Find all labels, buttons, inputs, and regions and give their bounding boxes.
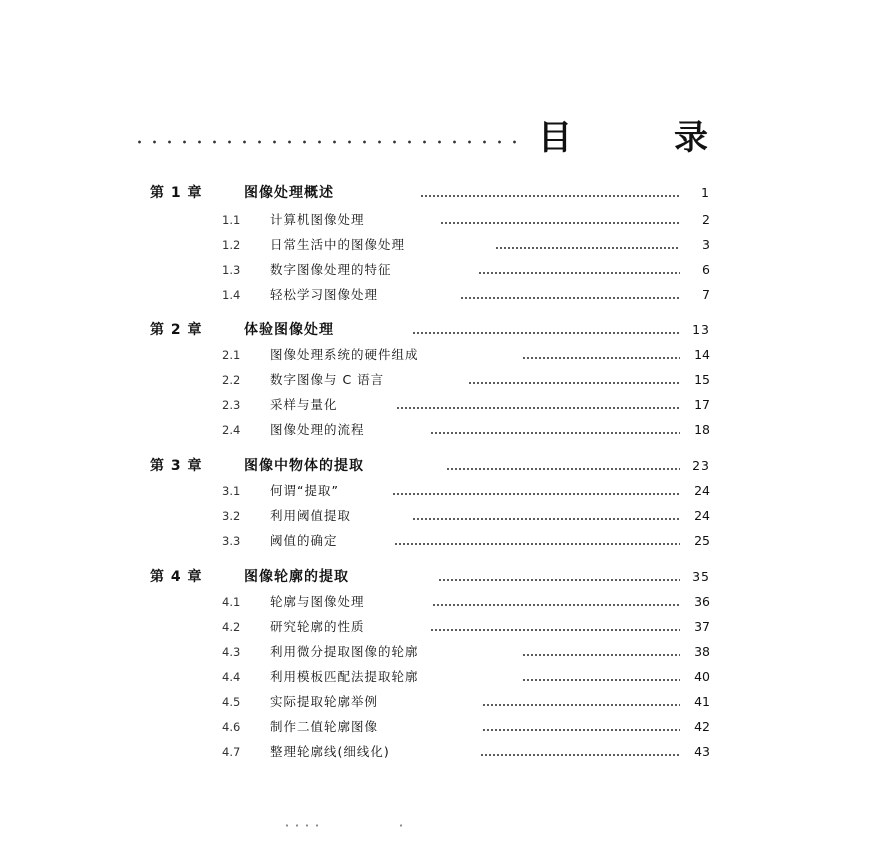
section-number: 3.2 bbox=[222, 509, 241, 523]
title-char-lu: 录 bbox=[674, 118, 708, 158]
dot-leader bbox=[412, 332, 680, 334]
chapter-entry[interactable] bbox=[150, 320, 710, 340]
page-number: 36 bbox=[694, 594, 710, 609]
section-title: 图像处理的流程 bbox=[270, 422, 365, 437]
page-number: 1 bbox=[701, 185, 710, 200]
section-entry[interactable] bbox=[150, 617, 710, 637]
section-number: 2.4 bbox=[222, 423, 241, 437]
section-number: 4.3 bbox=[222, 645, 241, 659]
page-number: 15 bbox=[694, 372, 710, 387]
section-title: 计算机图像处理 bbox=[270, 212, 365, 227]
page-number: 35 bbox=[692, 569, 710, 584]
section-number: 2.2 bbox=[222, 373, 241, 387]
dot-leader bbox=[468, 382, 680, 384]
chapter-number: 第 4 章 bbox=[150, 569, 203, 585]
section-entry[interactable] bbox=[150, 642, 710, 662]
dot-leader bbox=[522, 654, 680, 656]
page-number: 7 bbox=[702, 287, 710, 302]
chapter-number: 第 1 章 bbox=[150, 185, 203, 201]
section-title: 轮廓与图像处理 bbox=[270, 594, 365, 609]
chapter-title: 图像中物体的提取 bbox=[244, 458, 364, 474]
page-number: 41 bbox=[694, 694, 710, 709]
dot-leader bbox=[482, 704, 680, 706]
section-number: 3.3 bbox=[222, 534, 241, 548]
section-entry[interactable] bbox=[150, 667, 710, 687]
chapter-number: 第 2 章 bbox=[150, 322, 203, 338]
dot-leader bbox=[460, 297, 680, 299]
dot-leader bbox=[522, 357, 680, 359]
footer-specks bbox=[282, 824, 318, 827]
section-title: 采样与量化 bbox=[270, 397, 338, 412]
page-number: 37 bbox=[694, 619, 710, 634]
section-entry[interactable] bbox=[150, 345, 710, 365]
page-number: 17 bbox=[694, 397, 710, 412]
dot-leader bbox=[440, 222, 680, 224]
section-number: 4.2 bbox=[222, 620, 241, 634]
chapter-title: 体验图像处理 bbox=[244, 322, 334, 338]
section-number: 3.1 bbox=[222, 484, 241, 498]
dot-leader bbox=[432, 604, 680, 606]
section-title: 利用模板匹配法提取轮廓 bbox=[270, 669, 419, 684]
chapter-entry[interactable] bbox=[150, 567, 710, 587]
section-title: 轻松学习图像处理 bbox=[270, 287, 379, 302]
footer-speck bbox=[396, 824, 404, 827]
section-number: 2.3 bbox=[222, 398, 241, 412]
section-entry[interactable] bbox=[150, 692, 710, 712]
page-number: 3 bbox=[702, 237, 710, 252]
dot-leader bbox=[495, 247, 680, 249]
section-number: 4.1 bbox=[222, 595, 241, 609]
dot-leader bbox=[420, 195, 680, 197]
chapter-title: 图像轮廓的提取 bbox=[244, 569, 349, 585]
section-number: 1.3 bbox=[222, 263, 241, 277]
section-title: 研究轮廓的性质 bbox=[270, 619, 365, 634]
section-entry[interactable] bbox=[150, 370, 710, 390]
section-number: 4.5 bbox=[222, 695, 241, 709]
page-number: 18 bbox=[694, 422, 710, 437]
chapter-entry[interactable] bbox=[150, 456, 710, 476]
dot-leader bbox=[446, 468, 680, 470]
dot-leader bbox=[394, 543, 680, 545]
section-entry[interactable] bbox=[150, 395, 710, 415]
section-number: 4.4 bbox=[222, 670, 241, 684]
section-entry[interactable] bbox=[150, 717, 710, 737]
page-number: 14 bbox=[694, 347, 710, 362]
section-entry[interactable] bbox=[150, 531, 710, 551]
section-number: 1.2 bbox=[222, 238, 241, 252]
section-number: 4.7 bbox=[222, 745, 241, 759]
section-number: 1.4 bbox=[222, 288, 241, 302]
page-number: 6 bbox=[702, 262, 710, 277]
section-number: 2.1 bbox=[222, 348, 241, 362]
page-number: 43 bbox=[694, 744, 710, 759]
section-number: 4.6 bbox=[222, 720, 241, 734]
section-entry[interactable] bbox=[150, 260, 710, 280]
title-dot-leader bbox=[132, 140, 528, 144]
section-title: 数字图像处理的特征 bbox=[270, 262, 392, 277]
page-number: 13 bbox=[692, 322, 710, 337]
page-number: 38 bbox=[694, 644, 710, 659]
section-title: 整理轮廓线(细线化) bbox=[270, 744, 390, 759]
dot-leader bbox=[392, 493, 680, 495]
dot-leader bbox=[522, 679, 680, 681]
dot-leader bbox=[430, 432, 680, 434]
dot-leader bbox=[480, 754, 680, 756]
page-number: 40 bbox=[694, 669, 710, 684]
dot-leader bbox=[430, 629, 680, 631]
dot-leader bbox=[482, 729, 680, 731]
dot-leader bbox=[396, 407, 680, 409]
page-number: 42 bbox=[694, 719, 710, 734]
section-entry[interactable] bbox=[150, 420, 710, 440]
section-title: 实际提取轮廓举例 bbox=[270, 694, 379, 709]
section-title: 利用微分提取图像的轮廓 bbox=[270, 644, 419, 659]
page-number: 24 bbox=[694, 483, 710, 498]
section-entry[interactable] bbox=[150, 481, 710, 501]
page-number: 24 bbox=[694, 508, 710, 523]
dot-leader bbox=[438, 579, 680, 581]
dot-leader bbox=[412, 518, 680, 520]
page-number: 2 bbox=[702, 212, 710, 227]
section-title: 图像处理系统的硬件组成 bbox=[270, 347, 419, 362]
section-entry[interactable] bbox=[150, 742, 710, 762]
section-entry[interactable] bbox=[150, 592, 710, 612]
section-title: 阈值的确定 bbox=[270, 533, 338, 548]
dot-leader bbox=[478, 272, 680, 274]
section-title: 利用阈值提取 bbox=[270, 508, 352, 523]
title-char-mu: 目 bbox=[538, 118, 572, 158]
toc-title bbox=[128, 118, 718, 158]
chapter-number: 第 3 章 bbox=[150, 458, 203, 474]
chapter-entry[interactable] bbox=[150, 183, 710, 203]
section-entry[interactable] bbox=[150, 235, 710, 255]
section-title: 日常生活中的图像处理 bbox=[270, 237, 406, 252]
page-number: 23 bbox=[692, 458, 710, 473]
section-title: 数字图像与 C 语言 bbox=[270, 372, 385, 387]
section-entry[interactable] bbox=[150, 285, 710, 305]
section-entry[interactable] bbox=[150, 506, 710, 526]
section-number: 1.1 bbox=[222, 213, 241, 227]
chapter-title: 图像处理概述 bbox=[244, 185, 334, 201]
section-title: 制作二值轮廓图像 bbox=[270, 719, 379, 734]
page-number: 25 bbox=[694, 533, 710, 548]
section-entry[interactable] bbox=[150, 210, 710, 230]
section-title: 何谓“提取” bbox=[270, 483, 339, 498]
